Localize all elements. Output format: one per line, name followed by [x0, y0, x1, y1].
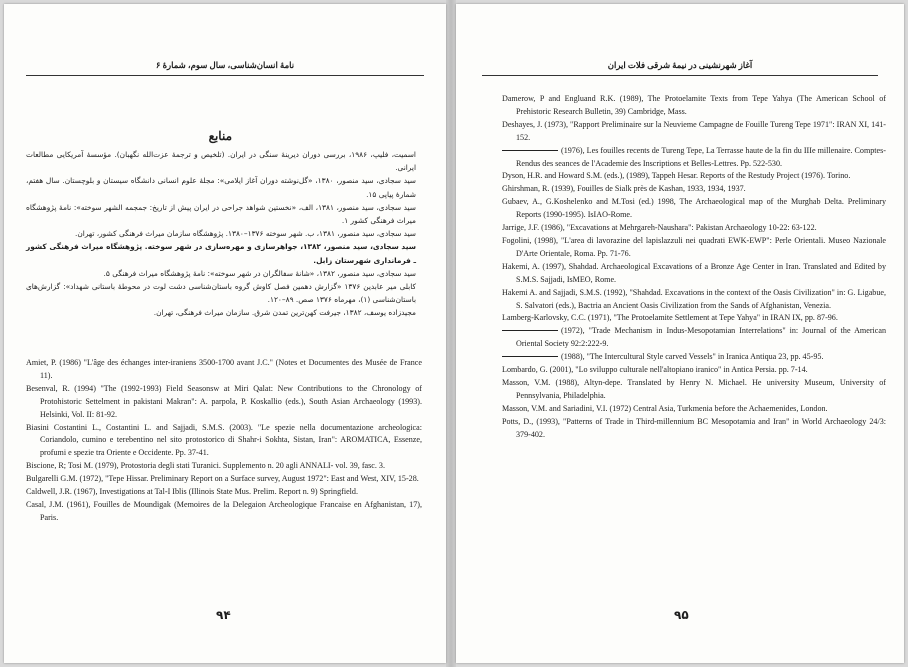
- persian-reference: سید سجادی، سید منصور، ۱۳۸۲، جواهرسازی و مهره‌سازی در شهر سوخته. پژوهشگاه میراث فرهنگی کشور ـ فرمانداری شهرستان زابل.: [26, 242, 416, 265]
- reference-text: Masson, V.M. and Sariadini, V.I. (1972) Central Asia, Turkmenia before the Achaemenides, London.: [502, 403, 828, 413]
- persian-reference: سید سجادی، سید منصور، ۱۳۸۲، «شانهٔ سفالگران در شهر سوخته»: نامهٔ پژوهشگاه میراث فرهنگی ۵.: [103, 268, 416, 278]
- reference-text: Jarrige, J.F. (1986), "Excavations at Mehrgareh-Naushara": Pakistan Archaeology 10-22: 63-122.: [502, 223, 817, 233]
- left-running-head: نامهٔ انسان‌شناسی، سال سوم، شمارهٔ ۶: [155, 60, 295, 70]
- persian-references-list: [26, 148, 416, 320]
- reference-entry: [502, 364, 886, 377]
- left-head-rule: [26, 75, 424, 76]
- persian-reference: اسمیت، فلیپ، ۱۹۸۶، بررسی دوران دیرینهٔ سنگی در ایران. (تلخیص و ترجمهٔ عزت‌الله نگهبان). مؤسسهٔ آمریکایی مطالعات ایرانی.: [26, 150, 416, 173]
- reference-entry: Biscione, R; Tosi M. (1979), Protostoria degli stati Turanici. Supplemento n. 20 agli ANNALI- vol. 39, fasc. 3.: [26, 461, 385, 471]
- reference-entry: [502, 145, 886, 171]
- reference-entry: [502, 196, 886, 222]
- reference-text: Hakemi, A. (1997), Shahdad. Archaeological Excavations of a Bronze Age Center in Iran. Translated and Edited by S.M.S. Sajjadi, IsMEO, Rome.: [502, 261, 886, 284]
- reference-text: (1976), Les fouilles recents de Tureng Tepe, La Terrasse haute de la fin du IIIe millenaire. Comptes-Rendus des seances de l'Academie des Inscriptions et Belles-Lettres. Pp. 522-530.: [516, 145, 886, 168]
- reference-text: Lamberg-Karlovsky, C.C. (1971), "The Protoelamite Settlement at Tepe Yahya" in IRAN IX, pp. 87-96.: [502, 313, 838, 323]
- reference-entry: [502, 183, 886, 196]
- ditto-rule: [502, 150, 558, 151]
- reference-text: Potts, D., (1993), "Patterns of Trade in Third-millennium BC Mesopotamia and Iran" in World Archaeology 24/3: 379-402.: [502, 416, 886, 439]
- right-head-rule: [482, 75, 878, 76]
- reference-entry: [502, 261, 886, 287]
- reference-entry: [502, 287, 886, 313]
- persian-reference: سید سجادی، سید منصور، ۱۳۸۱، ب. شهر سوخته ۱۳۷۶–۱۳۸۰. پژوهشگاه سازمان میراث فرهنگی کشور، تهران.: [75, 229, 416, 239]
- reference-text: Deshayes, J. (1973), "Rapport Preliminaire sur la Neuvieme Campagne de Fouille Tureng Tepe 1971": IRAN XI, 141-152.: [502, 119, 886, 142]
- persian-reference: سید سجادی، سید منصور، ۱۳۸۱، الف، «نخستین شواهد جراحی در ایران پیش از تاریخ: جمجمه الشهر سوخته»: نامهٔ پژوهشگاه میراث فرهنگی کشور ۱.: [26, 202, 416, 226]
- reference-entry: Bulgarelli G.M. (1972), "Tepe Hissar. Preliminary Report on a Surface survey, August 1972": East and West, XIV, 15-28.: [26, 474, 419, 484]
- right-page: [456, 4, 904, 663]
- reference-entry: [502, 119, 886, 145]
- reference-text: Masson, V.M. (1988), Altyn-depe. Translated by Henry N. Michael. He university Museum, University of Pennsylvania, Philadelphia.: [502, 377, 886, 400]
- right-page-number: ۹۵: [674, 608, 689, 622]
- reference-entry: [502, 351, 886, 364]
- latin-references-list-right: [502, 93, 886, 441]
- persian-references-title: منابع: [208, 129, 232, 143]
- reference-text: Damerow, P and Engluand R.K. (1989), The Protoelamite Texts from Tepe Yahya (The American School of Prehistoric Research Bulletin, 39) Cambridge, Mass.: [502, 94, 886, 116]
- reference-text: Dyson, H.R. and Howard S.M. (eds.), (1989), Tappeh Hesar. Reports of the Restudy Project (1976). Torino.: [502, 171, 851, 181]
- persian-reference: مجیدزاده یوسف، ۱۳۸۲، جیرفت کهن‌ترین تمدن شرق. سازمان میراث فرهنگی، تهران.: [153, 308, 416, 318]
- latin-references-list-left: [26, 357, 422, 525]
- left-page: [4, 4, 446, 663]
- reference-text: Fogolini, (1998), "L'area di lavorazine del lapislazzuli nei quadrati EWK-EWP": Perle Orientali. Museo Nazionale D'Arte Orientale, Roma. Pp. 71-76.: [502, 235, 886, 258]
- reference-entry: Biasini Costantini L., Costantini L. and Sajjadi, S.M.S. (2003). "Le spezie nella documentazione archeologica: Coriandolo, cumino e terebentino nel sito protostorico di Shahr-i Sokhta, Sistan, Iran": AROMATICA, Essenze, profumi e spezie tra Oriente e Occidente. Pp. 37-41.: [26, 422, 422, 458]
- reference-text: Hakemi A. and Sajjadi, S.M.S. (1992), "Shahdad. Excavations in the context of the Oasis Civilization" in: G. Ligabue, S. Salvatori (eds.), Bactria an Ancient Oasis Civilization from the Sands of Afghanistan, Venezia.: [502, 287, 886, 310]
- reference-entry: Casal, J.M. (1961), Fouilles de Moundigak (Memoires de la Delegaion Archeologique Francaise en Afghanistan, 17), Paris.: [26, 499, 422, 522]
- reference-entry: [502, 416, 886, 442]
- reference-entry: [502, 325, 886, 351]
- left-page-number: ۹۴: [216, 608, 231, 622]
- reference-entry: [502, 235, 886, 261]
- reference-text: (1988), "The Intercultural Style carved Vessels" in Iranica Antiqua 23, pp. 45-95.: [561, 352, 824, 362]
- persian-reference: کابلی میر عابدین ۱۳۷۶ «گزارش دهمین فصل کاوش گروه باستان‌شناسی دشت لوت در محوطهٔ باستانی شهداد»: گزارش‌های باستان‌شناسی (۱)، مهرماه ۱۳۷۶ صص. ۸۹–۱۲۰.: [26, 282, 417, 305]
- reference-entry: Amiet, P. (1986) "L'âge des échanges inter-iraniens 3500-1700 avant J.C." (Notes et Documentes des Musée de France 11).: [26, 358, 422, 380]
- reference-entry: [502, 403, 886, 416]
- reference-text: Lombardo, G. (2001), "Lo sviluppo culturale nell'altopiano iranico" in Antica Persia. pp. 7-14.: [502, 365, 808, 375]
- reference-entry: [502, 93, 886, 119]
- book-gutter: [446, 0, 456, 667]
- ditto-rule: [502, 330, 558, 331]
- reference-entry: [502, 312, 886, 325]
- reference-entry: Caldwell, J.R. (1967), Investigations at Tal-I Iblis (Illinois State Mus. Prelim. Report n. 9) Springfield.: [26, 487, 358, 497]
- reference-entry: [502, 377, 886, 403]
- persian-reference: سید سجادی، سید منصور، ۱۳۸۰، «گل‌نوشته دوران آغاز ایلامی»: مجلهٔ علوم انسانی دانشگاه سیستان و بلوچستان. سال هفتم، شمارهٔ پیاپی ۱۵.: [26, 176, 416, 199]
- reference-entry: Besenval, R. (1994) "The (1992-1993) Field Seasonsw at Miri Qalat: New Contributions to the Chronology of Protohistoric Settelment in pakistani Makran": A. parpola, P. Koskallio (eds.), South Asian Archaeology (1993). Helsinki, Vol. II: 81-92.: [26, 383, 422, 419]
- reference-text: (1972), "Trade Mechanism in Indus-Mesopotamian Interrelations" in: Journal of the American Oriental Society 92:2:222-9.: [516, 326, 886, 349]
- ditto-rule: [502, 356, 558, 357]
- reference-entry: [502, 170, 886, 183]
- reference-text: Gubaev, A., G.Koshelenko and M.Tosi (ed.) 1998, The Archaeological map of the Murghab Delta. Preliminary Reports (1990-1995). IsIAO-Rome.: [502, 197, 886, 220]
- reference-text: Ghirshman, R. (1939), Fouilles de Sialk près de Kashan, 1933, 1934, 1937.: [502, 184, 746, 194]
- right-running-head: آغاز شهرنشینی در نیمهٔ شرقی فلات ایران: [607, 60, 753, 70]
- reference-entry: [502, 222, 886, 235]
